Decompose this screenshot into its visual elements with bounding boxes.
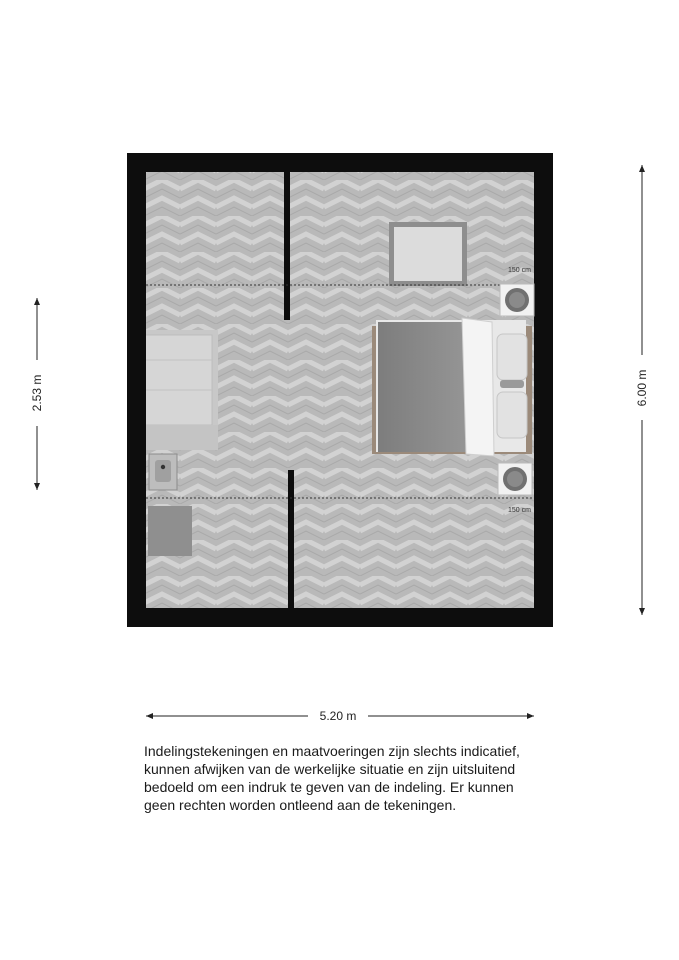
dimension-width [146, 709, 534, 723]
cabinet [148, 506, 192, 556]
nightstand-top [500, 284, 534, 316]
height-label-top: 150 cm [508, 267, 531, 274]
depth-label: 6.00 m [635, 369, 649, 407]
disclaimer-text [144, 742, 584, 814]
height-label-bottom: 150 cm [508, 507, 531, 514]
skylight [389, 222, 467, 286]
disclaimer-line: bedoeld om een indruk te geven van de indeling. Er kunnen [144, 779, 514, 795]
ceiling-zone-label: 2.53 m [30, 374, 44, 412]
double-bed [372, 318, 532, 456]
dimension-ceiling-zone [30, 298, 44, 490]
width-label: 5.20 m [319, 709, 357, 723]
staircase [146, 330, 218, 450]
washbasin [149, 454, 177, 490]
disclaimer-line: kunnen afwijken van de werkelijke situatie en zijn uitsluitend [144, 761, 516, 777]
disclaimer-line: geen rechten worden ontleend aan de tekeningen. [144, 797, 457, 813]
dimension-depth [635, 165, 649, 615]
nightstand-bottom [498, 463, 532, 495]
disclaimer-line: Indelingstekeningen en maatvoeringen zijn slechts indicatief, [144, 743, 520, 759]
